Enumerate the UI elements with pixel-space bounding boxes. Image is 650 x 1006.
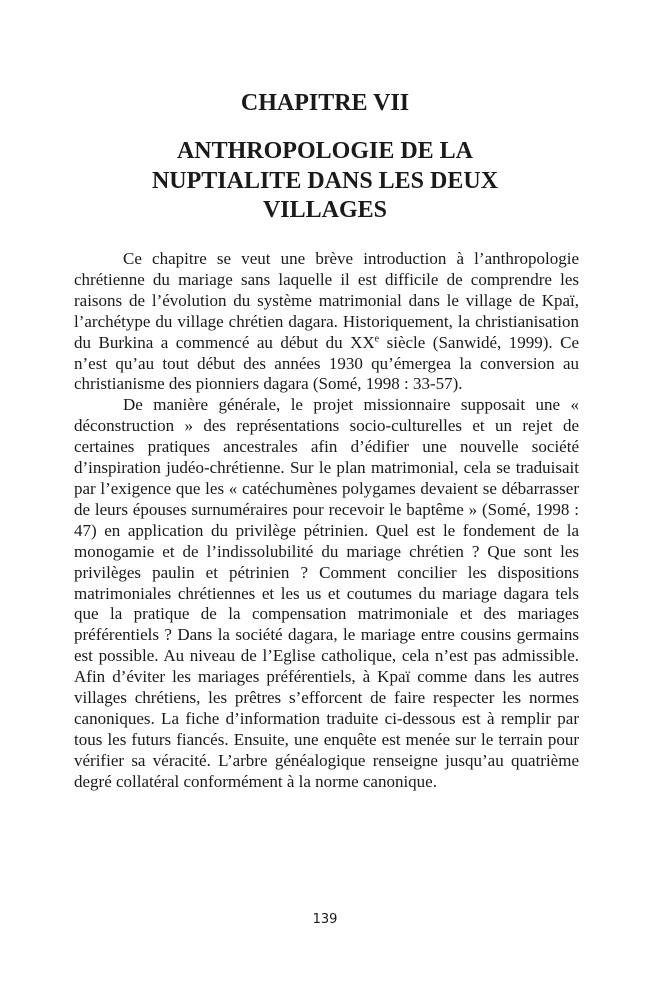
paragraph-text: Ce chapitre se veut une brève introduction à l’anthropologie chrétienne du mariage sans laquelle il est difficile de comprendre les raisons de l’évolution du système matrimonial dans le village de Kpaï, l’archétype du village chrétien dagara. Historiquement, la christianisation du Burkina a commencé au début du XX	[74, 249, 579, 352]
paragraph-missionary-project: De manière générale, le projet missionnaire supposait une « déconstruction » des représentations socio-culturelles et un rejet de certaines pratiques ancestrales afin d’édifier une nouvelle société d’inspiration judéo-chrétienne. Sur le plan matrimonial, cela se traduisait par l’exigence que les « catéchumènes polygames devaient se débarrasser de leurs épouses surnuméraires pour recevoir le baptême » (Somé, 1998 : 47) en application du privilège pétrinien. Quel est le fondement de la monogamie et de l’indissolubilité du mariage chrétien ? Que sont les privilèges paulin et pétrinien ? Comment concilier les dispositions matrimoniales chrétiennes et les us et coutumes du mariage dagara tels que la pratique de la compensation matrimoniale et des mariages préférentiels ? Dans la société dagara, le mariage entre cousins germains est possible. Au niveau de l’Eglise catholique, cela n’est pas admissible. Afin d’éviter les mariages préférentiels, à Kpaï comme dans les autres villages chrétiens, les prêtres s’efforcent de faire respecter les normes canoniques. La fiche d’information traduite ci-dessous est à remplir par tous les futurs fiancés. Ensuite, une enquête est menée sur le terrain pour vérifier sa véracité. L’arbre généalogique renseigne jusqu’au quatrième degré collatéral conformément à la norme canonique.	[74, 395, 579, 791]
chapter-title-line: ANTHROPOLOGIE DE LA	[176, 138, 474, 164]
page-number: 139	[312, 912, 338, 927]
chapter-title-line: VILLAGES	[262, 197, 388, 223]
chapter-number: CHAPITRE VII	[240, 90, 410, 116]
paragraph-introduction	[74, 249, 579, 395]
paragraph-text: siècle (Sanwidé, 1999). Ce n’est qu’au tout début des années 1930 qu’émergea la conversion au christianisme des pionniers dagara (Somé, 1998 : 33-57).	[74, 332, 579, 394]
chapter-title	[130, 137, 520, 226]
century-superscript: e	[374, 332, 380, 344]
chapter-title-line: NUPTIALITE DANS LES DEUX	[151, 167, 499, 194]
body-text	[74, 249, 579, 793]
